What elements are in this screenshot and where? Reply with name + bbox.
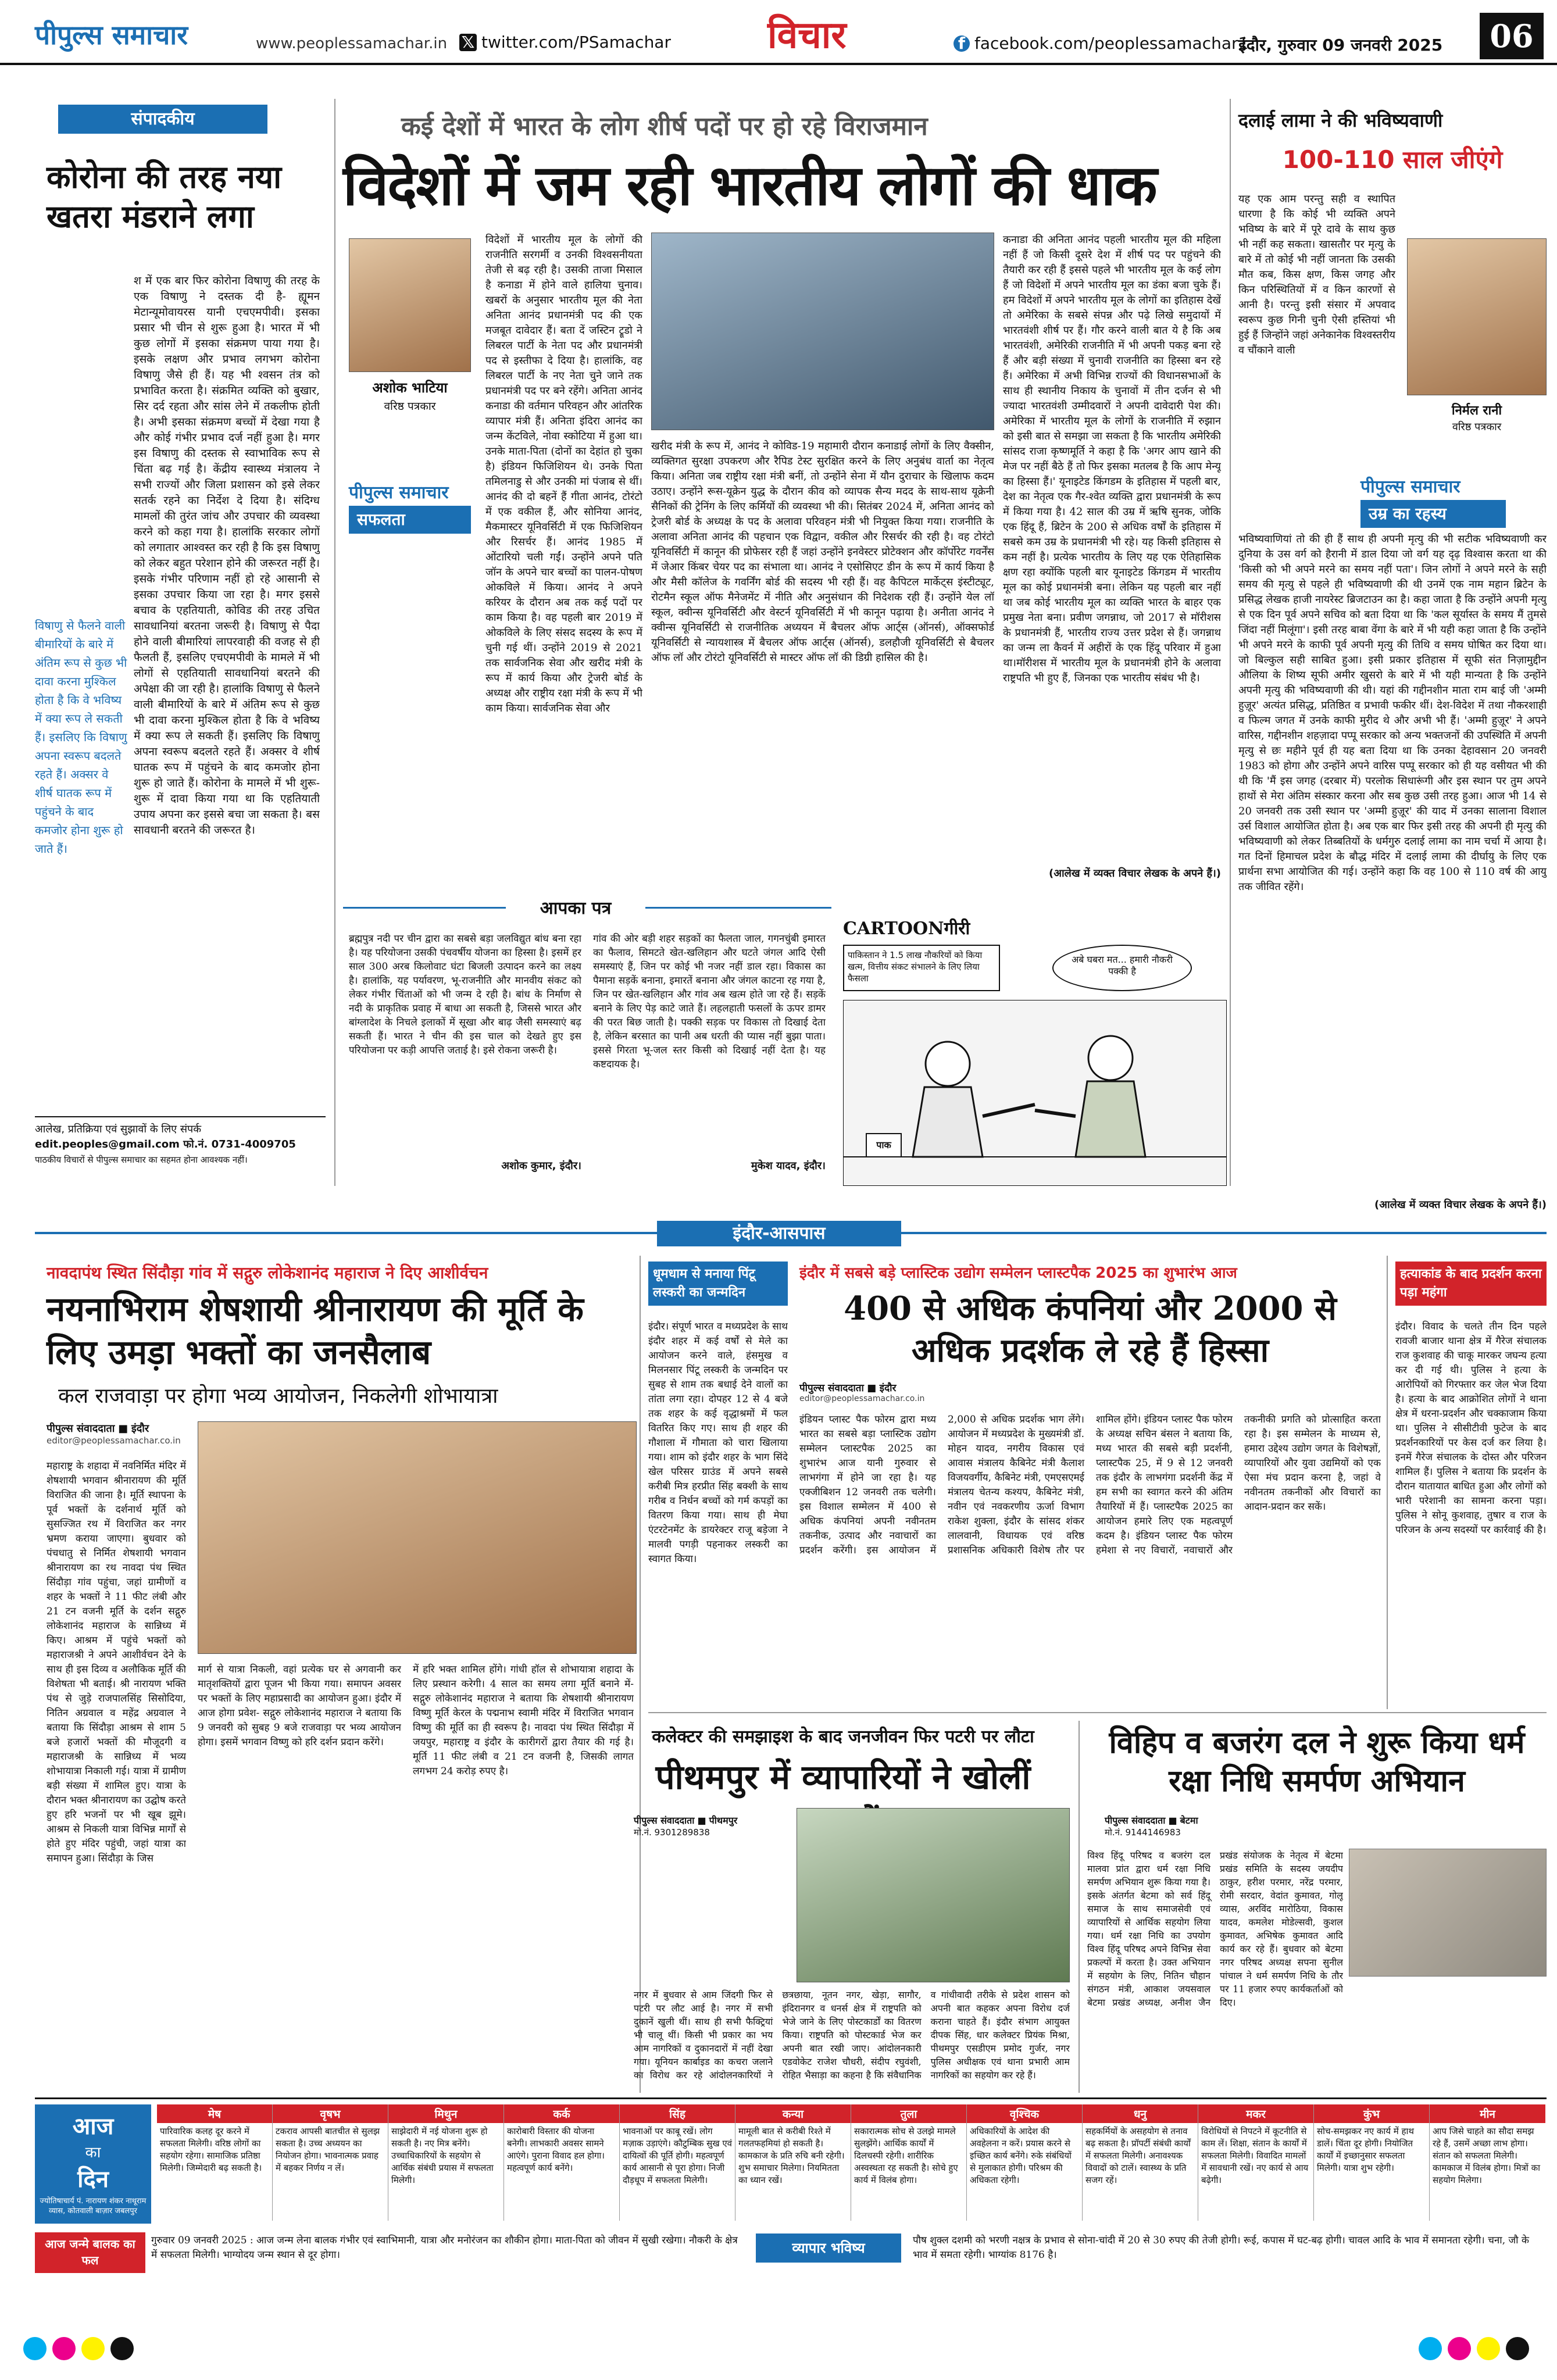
lead-photo (651, 233, 994, 430)
lead-col-3: कनाडा की अनिता आनंद पहली भारतीय मूल की महिला नहीं हैं जो किसी दूसरे देश में शीर्ष पद पर पहुंचने की तैयारी कर रही हैं इससे पहले भी भारतीय मूल के कई लोग हैं जो विदेशों में अपने भारतीय मूल का डंका बजा चुके हैं। हम विदेशों में अपने भारतीय मूल के लोगों का इतिहास देखें तो अमेरिका के सबसे संपन्न और पढ़े लिखे समुदायों में भारतवंशी शीर्ष पर हैं। गौर करने वाली बात ये है कि अब भारतवंशी, अमेरिकी राजनीति में भी अपनी पकड़ बना रहे हैं और बड़ी संख्या में चुनावी राजनीति का हिस्सा बन रहे हैं। अमेरिका में अभी विभिन्न राज्यों की विधानसभाओं के साथ ही स्थानीय निकाय के चुनावों में तीन दर्जन से भी ज्यादा भारतवंशी उम्मीदवारों ने अपनी दावेदारी पेश की। अमेरिका में भारतीय मूल के लोगों के राजनीति में रुझान को इसी बात से समझा जा सकता है कि भारतीय अमेरिकी सांसद राजा कृष्णमूर्ति ने कहा है कि 'अगर आप खाने की मेज पर नहीं बैठे हैं तो फिर इसका मतलब है कि आप मेन्यू का हिस्सा हैं।' यूनाइटेड किंगडम के इतिहास में पहली बार, देश का नेतृत्व एक गैर-श्वेत व्यक्ति द्वारा प्रधानमंत्री के रूप में किया गया है। 42 साल की उम्र में ऋषि सुनक, जोकि एक हिंदू हैं, ब्रिटेन के 200 से अधिक वर्षों के इतिहास में सबसे कम उम्र के प्रधानमंत्री भी रहे। यह किसी इतिहास से कम नहीं है। प्रत्येक भारतीय के लिए यह एक ऐतिहासिक क्षण रहा क्योंकि पहली बार यूनाइटेड किंगडम में भारतीय मूल का कोई प्रधानमंत्री बना। लेकिन यह पहली बार नहीं था जब कोई भारतीय मूल का व्यक्ति भारत के बाहर एक प्रमुख नेता बना। प्रवीण जगन्नाथ, जो 2017 से मॉरीशस के प्रधानमंत्री हैं, भारतीय राज्य उत्तर प्रदेश से हैं। जगन्नाथ का जन्म ला कैवर्न में अहीरों के एक हिंदू परिवार में हुआ था।मॉरीशस में भारतीय मूल के प्रधानमंत्री होने के अलावा राष्ट्रपति भी हुए हैं, जिनका एक भारतीय संबंध भी है। (1003, 234, 1221, 684)
rashi-kanya: कन्या मामूली बात से करीबी रिश्ते में गलतफहमियां हो सकती है। कामकाज के प्रति रुचि बनी रहेगी। शुभ समाचार मिलेगा। नियमितता का ध्यान रखें। (735, 2104, 851, 2221)
divider (640, 1256, 641, 2093)
story1-body-3: में हरि भक्त शामिल होंगे। गांधी हॉल से शोभायात्रा शहादा के लिए प्रस्थान करेगी। 4 साल का समय लगा मूर्ति बनाने में- सद्गुरु लोकेशानंद महाराज ने बताया कि शेषशायी श्रीनारायण विष्णु मूर्ति केरल के पद्मनाभ स्वामी मंदिर में विराजित भगवान विष्णु की मूर्ति का ही स्वरूप है। नावदा पंथ स्थित सिंदौड़ा में जयपुर, महाराष्ट्र व इंदौर के कारीगरों द्वारा तैयार की गई है। मूर्ति 11 फीट लंबी व 21 टन वजनी है, जिसकी लागत लगभग 24 करोड़ रुपए है। (413, 1664, 634, 1777)
dalai-brand-tag: पीपुल्स समाचार (1360, 477, 1460, 497)
divider (334, 99, 335, 1186)
rashi-meen: मीन आप जिसे चाहते का सौदा समझ रहे हैं, उसमें अच्छा लाभ होगा। संतान को सफलता मिलेगी। कामकाज में विलंब होगा। मित्रों का सहयोग मिलेगा। (1430, 2104, 1545, 2221)
birthday-tag: आज जन्मे बालक का फल (35, 2232, 145, 2273)
author-role: वरिष्ठ पत्रकार (384, 400, 436, 413)
divider (1079, 1721, 1080, 2093)
editorial-tag: संपादकीय (58, 105, 267, 134)
story5-body: नगर में बुधवार से आम जिंदगी फिर से पटरी पर लौट आई है। नगर में सभी दुकानें खुली थीं। साथ ही सभी फैक्ट्रियां भी चालू थीं। किसी भी प्रकार का भय आम नागरिकों व दुकानदारों में नहीं देखा गया। यूनियन कार्बाइड का कचरा जलाने का विरोध कर रहे आंदोलनकारियों ने छत्रछाया, नूतन नगर, खेड़ा, सागौर, इंदिरानगर व धनर्स क्षेत्र में राष्ट्रपति को भेजे जाने के लिए पोस्टकार्डों का वितरण किया। राष्ट्रपति को पोस्टकार्ड भेज कर अपनी बात रखी जाए। आंदोलनकारी एडवोकेट राजेश चौधरी, संदीप रघुवंशी, रोहित भैसाड़ा का कहना है कि संवैधानिक व गांधीवादी तरीके से प्रदेश शासन को अपनी बात कहकर अपना विरोध दर्ज कराना चाहते हैं। इंदौर संभाग आयुक्त दीपक सिंह, धार कलेक्टर प्रियंक मिश्रा, पीथमपुर एसडीएम प्रमोद गुर्जर, नगर पुलिस अधीक्षक एवं थाना प्रभारी आम नागरिकों का सहयोग कर रहे हैं। (634, 1989, 1070, 2081)
story1-headline: नयनाभिराम शेषशायी श्रीनारायण की मूर्ति के लिए उमड़ा भक्तों का जनसैलाब (47, 1289, 584, 1372)
story6-byline: पीपुल्स संवाददाता ■ बेटमा मो.नं. 9144146983 (1105, 1815, 1198, 1838)
rashi-vrishabh: वृषभ टकराव आपसी बातचीत से सुलझ सकता है। उच्च अध्ययन का नियोजन होगा। भावनात्मक प्रवाह में बहकर निर्णय न लें। (273, 2104, 388, 2221)
author-photo (349, 238, 471, 372)
cartoon-drawing (843, 1000, 1227, 1186)
x-icon: 𝕏 (459, 34, 477, 51)
story1-body-1: महाराष्ट्र के शहादा में नवनिर्मित मंदिर में शेषशायी भगवान श्रीनारायण की मूर्ति विराजित की जाना है। मूर्ति स्थापना के पूर्व भक्तों के दर्शनार्थ मूर्ति को सुसज्जित रथ में विराजित कर नगर भ्रमण कराया जाएगा। बुधवार को पंचधातु से निर्मित शेषशायी भगवान श्रीनारायण का रथ नावदा पंथ स्थित सिंदौड़ा गांव पहुंचा, जहां ग्रामीणों व शहर के भक्तों ने 11 फीट लंबी और 21 टन वजनी मूर्ति के दर्शन सद्गुरु लोकेशानंद महाराज के सान्निध्य में किए। आश्रम में पहुंचे भक्तों को महाराजश्री ने अपने आशीर्वचन देने के साथ ही इस दिव्य व अलौकिक मूर्ति की विशेषता भी बताई। श्री नारायण भक्ति पंथ से जुड़े राजपालसिंह सिसोदिया, नितिन अग्रवाल व महेंद्र अग्रवाल ने बताया कि सिंदौड़ा आश्रम से शाम 5 बजे हजारों भक्तों की मौजूदगी व महाराजश्री के सान्निध्य में भव्य शोभायात्रा निकाली गई। यात्रा में ग्रामीण बड़ी संख्या में शामिल हुए। यात्रा के दौरान भक्त श्रीनारायण का उद्घोष करते हुए हरि भजनों पर भी खूब झूमे। आश्रम से निकली यात्रा विभिन्न मार्गों से होते हुए मंदिर पहुंची, जहां यात्रा का समापन हुआ। सिंदौड़ा के जिस (47, 1460, 186, 1864)
masthead (0, 0, 1557, 65)
rashifal-title-2: का (85, 2144, 101, 2161)
story3-kicker: इंदौर में सबसे बड़े प्लास्टिक उद्योग सम्मेलन प्लास्टपैक 2025 का शुभारंभ आज (799, 1264, 1237, 1282)
editorial-title: कोरोना की तरह नया खतरा मंडराने लगा (47, 158, 282, 235)
author-name: अशोक भाटिया (372, 380, 448, 396)
rashifal-signs (157, 2104, 1547, 2224)
story1-kicker: नावदापंथ स्थित सिंदौड़ा गांव में सद्गुरु लोकेशानंद महाराज ने दिए आशीर्वचन (47, 1263, 488, 1282)
story3-byline: पीपुल्स संवाददाता ■ इंदौर editor@peoplessamachar.co.in (799, 1382, 925, 1403)
market-text: पौष शुक्ल दशमी को भरणी नक्षत्र के प्रभाव से सोना-चांदी में 20 से 30 रुपए की तेजी होगी। रूई, कपास में घट-बढ़ होगी। चावल आदि के भाव में समानता रहेगी। चना, जौ के भाव में समता रहेगी। भाग्यांक 8176 है। (913, 2235, 1529, 2261)
facebook-icon: f (954, 35, 970, 52)
rashifal-box (35, 2104, 1547, 2227)
story5-photo (797, 1808, 1070, 1982)
story5-byline: पीपुल्स संवाददाता ■ पीथमपुर मो.नं. 9301289838 (634, 1815, 738, 1838)
dalai-body: भविष्यवाणियां तो की ही हैं साथ ही अपनी मृत्यु की भी सटीक भविष्यवाणी कर दुनिया के उस वर्ग को हैरानी में डाल दिया जो वर्ग यह दृढ़ विश्वास करता था की 'किसी को भी अपने मरने का समय नहीं पता'। जिन लोगों ने अपने मरने के सही समय की मृत्यु से पहले ही भविष्यवाणी की थी उनमें एक नाम महान ब्रिटेन के प्रसिद्ध लेखक हाजी नायरेस्ट ब्रिजटाउन का है। कहा जाता है कि उन्होंने अपनी मृत्यु से एक दिन पूर्व अपने सचिव को बता दिया था कि 'कल सूर्यास्त के समय मैं तुमसे जिंदा नहीं मिलूंगा'। इसी तरह बाबा वेंगा के बारे में भी यही कहा जाता है कि उन्होंने भी अपने मरने के काफी पूर्व अपनी मृत्यु की तिथि व समय घोषित कर दिया था। जो बिल्कुल सही साबित हुआ। इसी प्रकार इतिहास में सूफी संत निज़ामुद्दीन औलिया के शिष्य सूफी अमीर खुसरो के बारे में भी यही मान्यता है कि उन्होंने अपनी मृत्यु की भविष्यवाणी की थी। यहां की गद्दीनशीन माता राम बाई जी 'अम्मी हुज़ूर' अत्यंत प्रसिद्ध, प्रतिष्ठित व प्रभावी फकीर थीं। देश-विदेश में तथा नौकरशाही व फिल्म जगत में उनके काफी मुरीद थे और अभी भी हैं। 'अम्मी हुज़ूर' ने अपने वारिस, गद्दीनशीन शहज़ादा पप्पू सरकार को अन्य भक्तजनों की उपस्थिति में अपनी मृत्यु से छः महीने पूर्व ही यह बता दिया था कि उनका देहावसान 20 जनवरी 1983 को होगा और उन्होंने अपने वारिस पप्पू सरकार को ही यह वसीयत भी की थी कि 'मैं इस जगह (दरबार में) परलोक सिधारूंगी और इस स्थान पर तुम अपने हाथों से मेरा अंतिम संस्कार करना और सब कुछ उसी तरह हुआ। आज भी 14 से 20 जनवरी तक उसी स्थान पर 'अम्मी हुज़ूर' की याद में उनका सालाना विशाल उर्स विशाल आयोजित होता है। अब एक बार फिर इसी तरह की अपनी ही मृत्यु की भविष्यवाणी को लेकर तिब्बतियों के धर्मगुरु दलाई लामा का नाम चर्चा में आया है। गत दिनों हिमाचल प्रदेश के बौद्ध मंदिर में दलाई लामा की दीर्घायु के लिए एक प्रार्थना सभा आयोजित की गई। उन्होंने कहा कि वह 100 से 110 वर्ष की आयु तक जीवित रहेंगे। (1238, 533, 1547, 893)
letters-box (343, 898, 831, 1192)
cyan-mark (23, 2337, 47, 2360)
rashifal-title (35, 2104, 151, 2224)
story1-subhead: कल राजवाड़ा पर होगा भव्य आयोजन, निकलेगी शोभायात्रा (58, 1384, 498, 1408)
story4-body: इंदौर। विवाद के चलते तीन दिन पहले रावजी बाजार थाना क्षेत्र में गैरेज संचालक राज कुशवाह की चाकू मारकर जघन्य हत्या कर दी गई थी। पुलिस ने हत्या के आरोपियों को गिरफ्तार कर जेल भेज दिया है। हत्या के बाद आक्रोशित लोगों ने थाना क्षेत्र में धरना-प्रदर्शन और चक्काजाम किया था। पुलिस ने सीसीटीवी फुटेज के बाद प्रदर्शनकारियों पर केस दर्ज कर लिया है। इनमें गैरेज संचालक के दोस्त और परिजन शामिल हैं। पुलिस ने बताया कि प्रदर्शन के दौरान यातायात बाधित हुआ और लोगों को भारी परेशानी का सामना करना पड़ा। पुलिस ने सोनू कुशवाह, तुषार व राज के परिजन के अन्य सदस्यों पर कार्रवाई की है। (1395, 1321, 1547, 1536)
section-band: इंदौर-आसपास (657, 1221, 901, 1246)
dateline: इंदौर, गुरुवार 09 जनवरी 2025 (1238, 35, 1443, 55)
story6-body: विश्व हिंदू परिषद व बजरंग दल मालवा प्रांत द्वारा धर्म रक्षा निधि समर्पण अभियान शुरू किया गया है। इसके अंतर्गत बेटमा को सर्व हिंदू समाज के साथ समाजसेवी एवं व्यापारियों से आर्थिक सहयोग लिया गया। धर्म रक्षा निधि का उपयोग विश्व हिंदू परिषद अपने विभिन्न सेवा प्रकल्पों में करता है। उक्त अभियान में सहयोग के लिए, नितिन चौहान संगठन मंत्री, आकाश जयसवाल बेटमा प्रखंड अध्यक्ष, अनीश जैन प्रखंड संयोजक के नेतृत्व में बेटमा प्रखंड समिति के सदस्य जयदीप ठाकुर, हरीश परमार, नरेंद्र परमार, रोमी सरदार, वेदांत कुमावत, गोलू व्यास, अरविंद मारोठिया, विकास यादव, कमलेश मोडेल्सवी, कुशल कुमावत, अभिषेक कुमावत आदि कार्य कर रहे हैं। बुधवार को बेटमा नगर परिषद अध्यक्ष सपना सुनील पांचाल ने धर्म समर्पण निधि के तौर पर 11 हजार रुपए कार्यकर्ताओं को दिए। (1087, 1850, 1343, 2008)
page-number: 06 (1480, 13, 1544, 59)
letter-1: ब्रह्मपुत्र नदी पर चीन द्वारा का सबसे बड़ा जलविद्युत बांध बना रहा है। यह परियोजना उसकी पंचवर्षीय योजना का हिस्सा है। इसमें हर साल 300 अरब किलोवाट घंटा बिजली उत्पादन करने का लक्ष्य है। हालांकि, यह पर्यावरण, भू-राजनीति और मानवीय संकट को लेकर गंभीर चिंताओं को भी जन्म दे रही है। बांध के निर्माण से नदी के प्राकृतिक प्रवाह में बाधा आ सकती है, जिससे भारत और बांग्लादेश के निचले इलाकों में सूखा और बाढ़ जैसी समस्याएं बढ़ सकती हैं। भारत ने चीन की इस चाल को देखते हुए इस परियोजना पर कड़ी आपत्ति जताई है। इसे रोकना जरूरी है। (349, 933, 581, 1056)
cartoon-title: CARTOONगीरी (843, 919, 970, 939)
rashi-kumbh: कुंभ सोच-समझकर नए कार्य में हाथ डालें। चिंता दूर होगी। नियोजित कार्यों में इच्छानुसार सफलता मिलेगी। यात्रा शुभ रहेगी। (1314, 2104, 1430, 2221)
cartoon-sign: पाक (876, 1139, 891, 1150)
dalai-author-photo (1407, 238, 1547, 395)
dalai-kicker: दलाई लामा ने की भविष्यवाणी (1238, 109, 1443, 131)
cartoon-box (843, 916, 1227, 1189)
letter-1-sign: अशोक कुमार, इंदौर। (501, 1160, 581, 1172)
story1-body-2: मार्ग से यात्रा निकली, वहां प्रत्येक घर से अगवानी कर मातृशक्तियों द्वारा पूजन भी किया गया। समापन अवसर पर भक्तों के लिए महाप्रसादी का आयोजन हुआ। इंदौर में आज होगा प्रवेश- सद्गुरु लोकेशानंद महाराज ने बताया कि 9 जनवरी को सुबह 9 बजे राजवाड़ा पर भव्य आयोजन होगा। इसमें भगवान विष्णु को हरि दर्शन प्रदान करेंगे। (198, 1664, 401, 1748)
registration-marks (0, 2320, 1557, 2380)
dalai-disclaimer: (आलेख में व्यक्त विचार लेखक के अपने हैं।) (1374, 1199, 1547, 1211)
divider (1230, 99, 1231, 1186)
rashifal-rule (35, 2097, 1547, 2099)
rashi-kark: कर्क कारोबारी विस्तार की योजना बनेगी। लाभकारी अवसर सामने आएंगे। पुराना विवाद हल होगा। महत्वपूर्ण कार्य बनेंगे। (504, 2104, 620, 2221)
dalai-lead-text: यह एक आम परन्तु सही व स्थापित धारणा है कि कोई भी व्यक्ति अपने भविष्य के बारे में पूरे दावे के साथ कुछ भी नहीं कह सकता। खासतौर पर मृत्यु के बारे में तो कोई भी नहीं जानता कि उसकी मौत कब, किस क्षण, किस जगह और किन परिस्थितियों में व किन कारणों से आनी है। परन्तु इसी संसार में अपवाद स्वरूप कुछ गिनी चुनी ऐसी हस्तियां भी हुई हैं जिन्होंने जहां अनेकानेक विश्वस्तरीय व चौंकाने वाली (1238, 193, 1395, 356)
cartoon-caption: पाकिस्तान ने 1.5 लाख नौकरियों को किया खत्म, वित्तीय संकट संभालने के लिए लिया फैसला (843, 945, 1000, 991)
rashifal-title-3: दिन (77, 2166, 109, 2193)
section-tag: सफलता (349, 506, 471, 534)
black-mark (1506, 2337, 1529, 2360)
rashifal-title-1: आज (72, 2113, 114, 2140)
dalai-section-tag: उम्र का रहस्य (1360, 500, 1506, 528)
story4-kicker: हत्याकांड के बाद प्रदर्शन करना पड़ा महंगा (1395, 1262, 1547, 1306)
lead-col-2: खरीद मंत्री के रूप में, आनंद ने कोविड-19 महामारी दौरान कनाडाई लोगों के लिए वैक्सीन, व्यक्तिगत सुरक्षा उपकरण और रैपिड टेस्ट सुरक्षित करने के लिए अनुबंध वार्ता का नेतृत्व किया। अनिता जब राष्ट्रीय रक्षा मंत्री बनीं, तो उन्होंने सेना में यौन दुराचार के खिलाफ कदम उठाए। उन्होंने रूस-यूक्रेन युद्ध के दौरान कीव को व्यापक सैन्य मदद के साथ-साथ यूक्रेनी सैनिकों की ट्रेनिंग के लिए कर्मियों की व्यवस्था भी की। सितंबर 2024 में, अनिता आनंद को ट्रेजरी बोर्ड के अध्यक्ष के पद के अलावा परिवहन मंत्री भी नियुक्त किया गया। राजनीति के अलावा अनिता आनंद की पहचान एक विद्वान, वकील और रिसर्चर की रही है। वह टोरंटो यूनिवर्सिटी में कानून की प्रोफेसर रही हैं जहां उन्होंने इनवेस्टर प्रोटेक्शन और कॉर्पोरेट गवर्नेंस में जेआर किंबर चेयर पद का संभाला था। आनंद ने एसोसिएट डीन के रूप में कार्य किया है और मैसी कॉलेज के गवर्निंग बोर्ड की सदस्य भी रही हैं। वह कैपिटल मार्केट्स इंस्टीट्यूट, रोटमैन स्कूल ऑफ मैनेजमेंट में नीति और अनुसंधान की निदेशक रही हैं। उन्होंने येल लॉ स्कूल, क्वीन्स यूनिवर्सिटी और वेस्टर्न यूनिवर्सिटी में भी कानून पढ़ाया है। अनीता आनंद ने क्वीन्स यूनिवर्सिटी से राजनीतिक अध्ययन में बैचलर ऑफ आर्ट्स (ऑनर्स), ऑक्सफोर्ड यूनिवर्सिटी से न्यायशास्त्र में बैचलर ऑफ आर्ट्स (ऑनर्स), डलहौजी यूनिवर्सिटी से बैचलर ऑफ लॉ और टोरंटो यूनिवर्सिटी से मास्टर ऑफ लॉ की डिग्री हासिल की है। (651, 440, 994, 664)
lead-disclaimer: (आलेख में व्यक्त विचार लेखक के अपने हैं।) (1049, 867, 1221, 880)
dalai-author-name: निर्मल रानी (1451, 403, 1502, 418)
website-link[interactable]: www.peoplessamachar.in (256, 35, 448, 52)
editorial-body: श में एक बार फिर कोरोना विषाणु की तरह के एक विषाणु ने दस्तक दी है- ह्यूमन मेटान्यूमोवायरस यानी एचएमपीवी। इसका प्रसार भी चीन से शुरू हुआ है। भारत में भी कुछ लोगों में इसका संक्रमण पाया गया है। इसके लक्षण और प्रभाव लगभग कोरोना विषाणु जैसे ही हैं। यह भी श्वसन तंत्र को प्रभावित करता है। संक्रमित व्यक्ति को बुखार, सिर दर्द रहता और सांस लेने में तकलीफ होती है। अभी इसका संक्रमण बच्चों में देखा गया है और कोई गंभीर प्रभाव दर्ज नहीं हुआ है। मगर इस विषाणु की दस्तक से स्वाभाविक रूप से चिंता बढ़ गई है। केंद्रीय स्वास्थ्य मंत्रालय ने सभी राज्यों और जिला प्रशासन को इसे लेकर सतर्क रहने का निर्देश दे दिया है। संदिग्ध मामलों की तुरंत जांच और उपचार की व्यवस्था करने को कहा गया है। हालांकि सरकार लोगों को लगातार आश्वस्त कर रही है कि इस विषाणु को लेकर बहुत परेशान होने की जरूरत नहीं है। इसके गंभीर परिणाम नहीं हो रहे आसानी से इसका उपचार किया जा रहा है। मगर इससे बचाव के एहतियाती, कोविड की तरह उचित सावधानियां बरतना जरूरी है। विषाणु से पैदा होने वाली बीमारियां लापरवाही की वजह से ही फैलती हैं, इसलिए एचएमपीवी के मामले में भी लोगों से एहतियाती सावधानियां बरतने की अपेक्षा की जा रही है। हालांकि विषाणु से फैलने वाली बीमारियों के बारे में अंतिम रूप से कुछ भी दावा करना मुश्किल होता है कि वे भविष्य में क्या रूप ले सकती हैं। इसलिए कि विषाणु अपना स्वरूप बदलते रहते हैं। अक्सर वे शीर्ष घातक रूप में पहुंचने के बाद कमजोर होना शुरू हो जाते हैं। कोरोना के मामले में भी शुरू-शुरू में दावा किया गया था कि एहतियाती उपाय अपना कर इससे बचा जा सकता है। बस सावधानी बरतने की जरूरत है। (134, 274, 320, 837)
letter-2: गांव की ओर बड़ी शहर सड़कों का फैलता जाल, गगनचुंबी इमारत का फैलाव, सिमटते खेत-खलिहान और घटते जंगल आदि ऐसी समस्याएं हैं, जिन पर कोई भी नजर नहीं डाल रहा। विकास का पैमाना सड़कें बनाना, इमारतें बनाना और जंगल काटना रह गया है, जिन पर खेत-खलिहान और गांव अब खत्म होते जा रहे हैं। सड़कें बनाने के लिए पेड़ काटे जाते हैं। लहलहाती फसलों के ऊपर डामर की परत बिछ जाती है। पक्की सड़क पर विकास तो दिखाई देता है, लेकिन बरसात का पानी अब धरती की प्यास नहीं बुझा पाता। इससे गिरता भू-जल स्तर किसी को दिखाई नहीं देता है। यह कष्टदायक है। (593, 933, 826, 1070)
story1-byline: पीपुल्स संवाददाता ■ इंदौर editor@peoplessamachar.co.in (47, 1423, 181, 1446)
rashifal-astrologer: ज्योतिषाचार्य पं. नारायण शंकर नाथूराम व्यास, कोतवाली बाज़ार जबलपुर (40, 2197, 147, 2215)
story5-kicker: कलेक्टर की समझाइश के बाद जनजीवन फिर पटरी पर लौटा (652, 1727, 1034, 1747)
editorial-pullquote: विषाणु से फैलने वाली बीमारियों के बारे में अंतिम रूप से कुछ भी दावा करना मुश्किल होता है कि वे भविष्य में क्या रूप ले सकती हैं। इसलिए कि विषाणु अपना स्वरूप बदलते रहते हैं। अक्सर वे शीर्ष घातक रूप में पहुंचने के बाद कमजोर होना शुरू हो जाते हैं। (35, 619, 127, 856)
lead-headline: विदेशों में जम रही भारतीय लोगों की धाक (343, 152, 1156, 218)
story5-headline: पीथमपुर में व्यापारियों ने खोलीं (655, 1757, 1031, 1797)
facebook-link[interactable]: f facebook.com/peoplessamachar1 (954, 34, 1248, 53)
story1-photo (198, 1421, 637, 1654)
market-tag: व्यापार भविष्य (756, 2234, 901, 2263)
twitter-link[interactable]: 𝕏 twitter.com/PSamachar (459, 33, 671, 52)
dalai-headline: 100-110 साल जीएंगे (1282, 145, 1503, 174)
rashi-tula: तुला सकारात्मक सोच से उलझे मामले सुलझेंगे। आर्थिक कार्यों में दिलचस्पी रहेगी। शारीरिक अस्वस्थता रह सकती है। सोचे हुए कार्य में विलंब होगा। (851, 2104, 967, 2221)
section-title: विचार (767, 13, 847, 57)
logo (35, 16, 244, 57)
story2-kicker: धूमधाम से मनाया पिंटू लस्करी का जन्मदिन (648, 1262, 788, 1306)
story6-photo (1349, 1849, 1547, 1977)
cyan-mark (1419, 2337, 1442, 2360)
story3-body: इंडियन प्लास्ट पैक फोरम द्वारा मध्य भारत का सबसे बड़ा प्लास्टिक उद्योग सम्मेलन प्लास्टपैक 2025 का शुभारंभ आज यानी गुरुवार से लाभगंगा में होने जा रहा है। यह एक्जीबिशन 12 जनवरी तक चलेगी। इस विशाल सम्मेलन में 400 से अधिक कंपनियां अपनी नवीनतम तकनीक, उत्पाद और नवाचारों का प्रदर्शन करेंगी। इस आयोजन में 2,000 से अधिक प्रदर्शक भाग लेंगे। आयोजन में मध्यप्रदेश के मुख्यमंत्री डॉ. मोहन यादव, नगरीय विकास एवं आवास मंत्रालय कैबिनेट मंत्री कैलाश विजयवर्गीय, कैबिनेट मंत्री, एमएसएमई मंत्रालय चेतन्य कश्यप, कैबिनेट मंत्री, नवीन एवं नवकरणीय ऊर्जा विभाग राकेश शुक्ला, इंदौर के सांसद शंकर लालवानी, विधायक एवं वरिष्ठ प्रशासनिक अधिकारी विशेष तौर पर शामिल होंगे। इंडियन प्लास्ट पैक फोरम के अध्यक्ष सचिन बंसल ने बताया कि, मध्य भारत की सबसे बड़ी प्रदर्शनी, प्लास्टपैक 25, में 9 से 12 जनवरी तक इंदौर के लाभगंगा प्रदर्शनी केंद्र में हम सभी का स्वागत करने की अंतिम तैयारियों में हैं। प्लास्टपैक 2025 का आयोजन हमारे लिए एक महत्वपूर्ण कदम है। इंडियन प्लास्ट पैक फोरम हमेशा से नए विचारों, नवाचारों और तकनीकी प्रगति को प्रोत्साहित करता रहा है। इस सम्मेलन के माध्यम से, हमारा उद्देश्य उद्योग जगत के विशेषज्ञों, व्यापारियों और युवा उद्यमियों को एक ऐसा मंच प्रदान करना है, जहां वे नवीनतम तकनीकों और विचारों का आदान-प्रदान कर सकें। (799, 1414, 1381, 1556)
divider (648, 1712, 1547, 1713)
story2-body: इंदौर। संपूर्ण भारत व मध्यप्रदेश के साथ इंदौर शहर में कई वर्षों से मेले का आयोजन करने वाले, हंसमुख व मिलनसार पिंटू लस्करी के जन्मदिन पर सुबह से शाम तक बधाई देने वालों का तांता लगा रहा। दोपहर 12 से 4 बजे तक शहर के कई वृद्धाश्रमों में फल वितरित किए गए। साथ ही शहर की गौशाला में गौमाता को चारा खिलाया गया। शाम को इंदौर शहर के भाग सिंदे खेल परिसर ग्राउंड में अपने सबसे करीबी मित्र हरप्रीत सिंह बक्शी के साथ गरीब व निर्धन बच्चों को गर्म कपड़ों का वितरण किया गया। साथ ही मेघा एंटरटेनमेंट के डायरेक्टर राजू बड़ेजा ने मालवी पगड़ी पहनाकर लस्करी का स्वागत किया। (648, 1321, 788, 1565)
contact-line-1: आलेख, प्रतिक्रिया एवं सुझावों के लिए संपर्क (35, 1123, 202, 1135)
rashi-singh: सिंह भावनाओं पर काबू रखें। लोग मज़ाक उड़ाएंगे। कौटुम्बिक सुख एवं दायित्वों की पूर्ति होगी। महत्वपूर्ण कार्य आसानी से पूरा होगा। निजी दौड़धूप में सफलता मिलेगी। (620, 2104, 735, 2221)
lead-col-1: विदेशों में भारतीय मूल के लोगों की राजनीति सरगर्मी व उनकी विश्वसनीयता तेजी से बढ़ रही है। उसकी ताजा मिसाल है कनाडा में होने वाले हालिया चुनाव। खबरों के अनुसार भारतीय मूल की नेता अनिता आनंद प्रधानमंत्री पद की एक मजबूत दावेदार हैं। बता दें जस्टिन ट्रूडो ने लिबरल पार्टी के नेता पद और प्रधानमंत्री पद से इस्तीफा दे दिया है। हालांकि, वह लिबरल पार्टी के नए नेता चुने जाने तक प्रधानमंत्री पद पर बने रहेंगे। अनिता आनंद कनाडा की वर्तमान परिवहन और आंतरिक व्यापार मंत्री हैं। अनिता इंदिरा आनंद का जन्म केंटविले, नोवा स्कोटिया में हुआ था। उनके माता-पिता (दोनों का देहांत हो चुका है) इंडियन फिजिशियन थे। उनके पिता तमिलनाडु से और उनकी मां पंजाब से थीं। आनंद की दो बहनें हैं गीता आनंद, टोरंटो में एक वकील हैं, और सोनिया आनंद, मैकमास्टर यूनिवर्सिटी में एक फिजिशियन और रिसर्चर हैं। आनंद 1985 में ओंटारियो चली गईं। उन्होंने अपने पति जॉन के अपने चार बच्चों का पालन-पोषण ओकविले में किया। आनंद ने अपने करियर के दौरान अब तक कई पदों पर काम किया है। वह पहली बार 2019 में ओकविले के लिए संसद सदस्य के रूप में चुनी गई थीं। उन्होंने 2019 से 2021 तक सार्वजनिक सेवा और खरीद मंत्री के रूप में कार्य किया और ट्रेजरी बोर्ड के अध्यक्ष और राष्ट्रीय रक्षा मंत्री के रूप में भी काम किया। सार्वजनिक सेवा और (485, 234, 642, 714)
rashi-makar: मकर विरोधियों से निपटने में कूटनीति से काम लें। शिक्षा, संतान के कार्यों में सफलता मिलेगी। विवादित मामलों में सावधानी रखें। नए कार्य से आय बढ़ेगी। (1198, 2104, 1314, 2221)
black-mark (110, 2337, 134, 2360)
contact-line-3: पाठकीय विचारों से पीपुल्स समाचार का सहमत होना आवश्यक नहीं। (35, 1155, 248, 1165)
dalai-author-role: वरिष्ठ पत्रकार (1452, 421, 1502, 433)
rashi-mithun: मिथुन साझेदारी में नई योजना शुरू हो सकती है। नए मित्र बनेंगे। उच्चाधिकारियों के सहयोग से आर्थिक संबंधी प्रयास में सफलता मिलेगी। (388, 2104, 504, 2221)
rashi-vrishchik: वृश्चिक अधिकारियों के आदेश की अवहेलना न करें। प्रयास करने से इच्छित कार्य बनेंगे। रुके संबंधियों से मुलाकात होगी। परिश्रम की अधिकता रहेगी। (967, 2104, 1083, 2221)
letters-title: आपका पत्र (506, 896, 645, 921)
letter-2-sign: मुकेश यादव, इंदौर। (751, 1160, 826, 1172)
yellow-mark (1477, 2337, 1500, 2360)
contact-line-2: edit.peoples@gmail.com फो.नं. 0731-4009705 (35, 1138, 296, 1150)
birthday-text: गुरुवार 09 जनवरी 2025 : आज जन्म लेना बालक गंभीर एवं स्वाभिमानी, यात्रा और मनोरंजन का शौकीन होगा। माता-पिता को जीवन में सुखी रखेगा। नौकरी के क्षेत्र में सफलता मिलेगी। भाग्योदय जन्म स्थान से दूर होगा। (151, 2235, 738, 2261)
rashi-dhanu: धनु सहकर्मियों के असहयोग से तनाव बढ़ सकता है। प्रॉपर्टी संबंधी कार्यों में सफलता मिलेगी। अनावश्यक विवादों को टालें। स्वास्थ्य के प्रति सजग रहें। (1083, 2104, 1198, 2221)
lead-kicker: कई देशों में भारत के लोग शीर्ष पदों पर हो रहे विराजमान (401, 112, 928, 141)
magenta-mark (1448, 2337, 1471, 2360)
rashi-mesh: मेष पारिवारिक कलह दूर करने में सफलता मिलेगी। वरिष्ठ लोगों का सहयोग रहेगा। सामाजिक प्रतिष्ठा मिलेगी। जिम्मेदारी बढ़ सकती है। (157, 2104, 273, 2221)
story3-headline: 400 से अधिक कंपनियां और 2000 से अधिक प्रदर्शक ले रहे हैं हिस्सा (844, 1289, 1337, 1370)
cartoon-speech: अबे घबरा मत... हमारी नौकरी पक्की है (1052, 945, 1192, 991)
magenta-mark (52, 2337, 76, 2360)
logo-text: पीपुल्स समाचार (35, 19, 188, 51)
yellow-mark (81, 2337, 105, 2360)
cartoon-figures (843, 1000, 1227, 1186)
story6-headline: विहिप व बजरंग दल ने शुरू किया धर्म रक्षा निधि समर्पण अभियान (1109, 1725, 1525, 1799)
brand-tag: पीपुल्स समाचार (349, 483, 449, 503)
editorial-contact (35, 1116, 326, 1180)
divider (1387, 1256, 1388, 1709)
